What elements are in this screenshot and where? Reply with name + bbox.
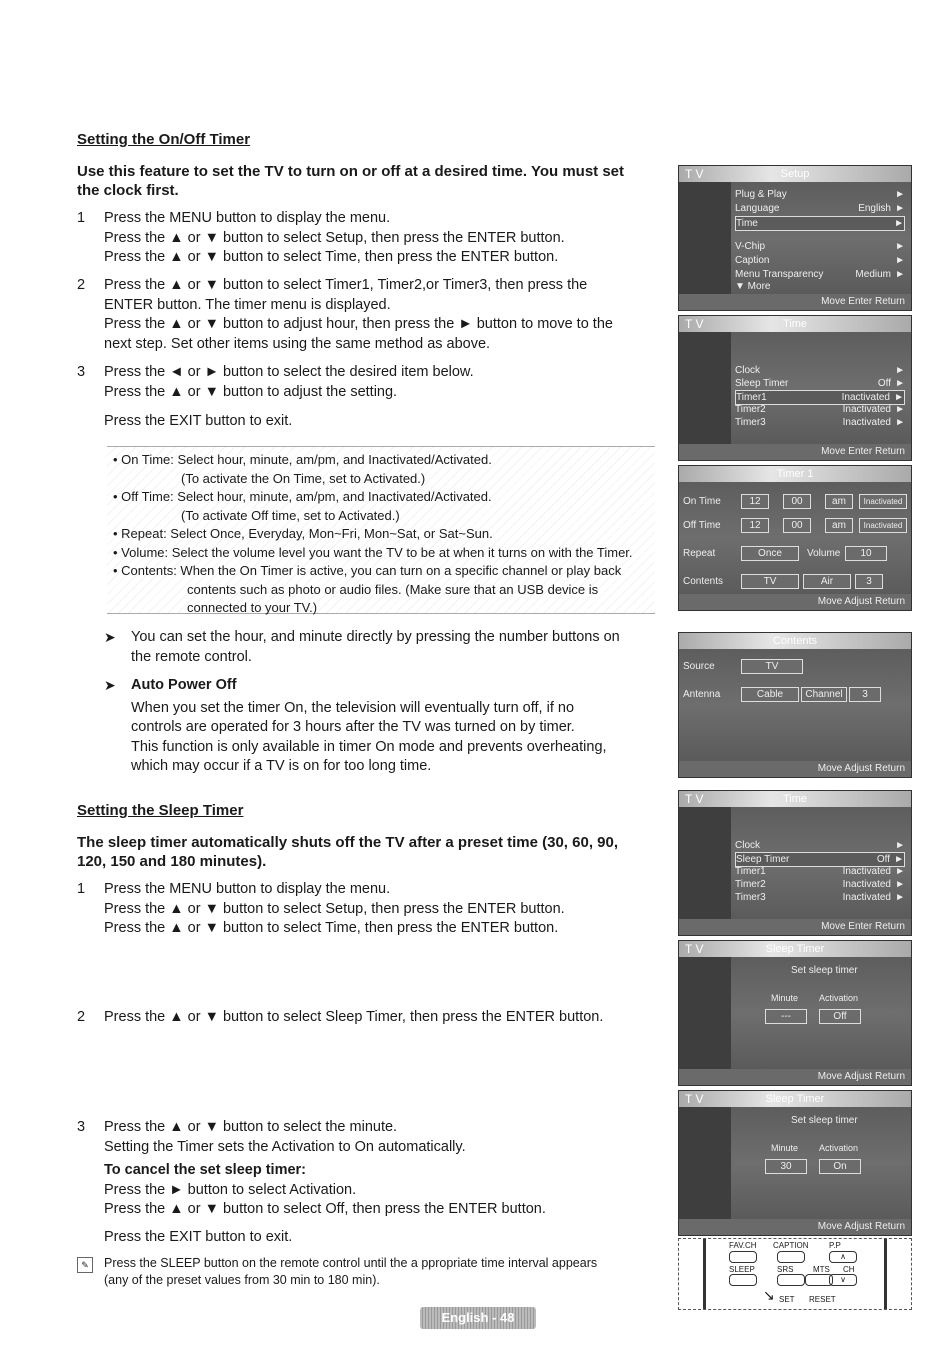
step-line: Press the MENU button to display the menu. [104,881,391,897]
tip-line: You can set the hour, and minute directly by pressing the number buttons on [131,629,620,645]
value-box: Channel [801,687,847,702]
screen-title-bar: T V Time [679,316,911,332]
arrow-icon: ➤ [104,629,116,645]
note-line: • Off Time: Select hour, minute, am/pm, and Inactivated/Activated. [113,489,492,504]
timer-label: Repeat [683,548,716,559]
menu-row: Plug & Play ► [735,189,905,200]
note-line: Press the SLEEP button on the remote control until the a ppropriate time interval appears [104,1256,598,1270]
value-box: am [825,518,853,533]
remote-label: SLEEP [729,1265,755,1274]
sleep-header: Activation [819,1143,859,1153]
menu-row: Clock ► [735,365,905,376]
arrow-icon: ➤ [104,677,116,693]
value-box: 3 [855,574,883,589]
screen-sleep-timer-on [678,1090,912,1236]
sleep-subtitle: Set sleep timer [791,965,858,976]
step-line: Press the ► button to select Activation. [104,1181,357,1198]
value-box: Inactivated [859,494,907,509]
tip-direct-input [104,628,664,667]
remote-label: FAV.CH [729,1241,757,1250]
options-note-box [107,446,655,614]
screen-sidebar [679,1107,731,1219]
screen-timer1 [678,465,912,611]
screen-time-menu-sleep [678,790,912,936]
note-icon: ✎ [77,1257,93,1273]
value-box: Off [819,1009,861,1024]
contents-label: Antenna [683,689,721,700]
menu-row: Language English ► [735,203,905,214]
screen-title-bar: T V Time [679,791,911,807]
step-line: Press the ▲ or ▼ button to select Timer1, Timer2,or Timer3, then press the [104,277,588,293]
screen-sleep-timer-off [678,940,912,1086]
value-box: 30 [765,1159,807,1174]
menu-row: V-Chip ► [735,241,905,252]
page-number-badge: English - 48 [420,1307,536,1329]
step-number: 1 [77,210,86,226]
step-line: Press the ▲ or ▼ button to select Off, then press the ENTER button. [104,1201,546,1217]
screen-sidebar [679,332,731,444]
tip-line: which may occur if a TV is on for too long time. [131,758,432,774]
step-line: next step. Set other items using the same method as above. [104,335,491,352]
tip-line: When you set the timer On, the television will eventually turn off, if no [131,699,575,716]
sleep-note [77,1255,597,1289]
screen-sidebar [679,807,731,919]
screen-contents [678,632,912,778]
step-line: Press the ▲ or ▼ button to select Setup, then press the ENTER button. [104,900,565,917]
menu-row: Caption ► [735,255,905,266]
screen-footer: Move Adjust Return [679,1069,911,1085]
note-line: • Contents: When the On Timer is active, you can turn on a specific channel or play back [113,563,622,578]
step-line: Press the ◄ or ► button to select the desired item below. [104,364,474,380]
timer-label: Off Time [683,520,721,531]
value-box: 00 [783,494,811,509]
step-line: Setting the Timer sets the Activation to On automatically. [104,1138,466,1155]
note-line: connected to your TV.) [187,600,318,615]
value-box: 12 [741,518,769,533]
menu-row-selected: Time ► [736,218,904,229]
cancel-title: To cancel the set sleep timer: [104,1162,306,1178]
screen-title-bar: Timer 1 [679,466,911,482]
menu-row: Menu Transparency Medium ► [735,269,905,280]
srs-button [777,1274,805,1286]
section-title-sleep: Setting the Sleep Timer [77,802,244,819]
value-box: --- [765,1009,807,1024]
screen-sidebar [679,957,731,1069]
remote-label: CAPTION [773,1241,809,1250]
contents-label: Source [683,661,715,672]
fav-ch-button [729,1251,757,1263]
note-line: • On Time: Select hour, minute, am/pm, and Inactivated/Activated. [113,452,492,467]
note-line: • Volume: Select the volume level you want the TV to be at when it turns on with the Timer. [113,544,633,560]
step-line: Press the ▲ or ▼ button to adjust the setting. [104,383,398,400]
timer-label: Volume [807,548,841,559]
screen-title-bar: T V Setup [679,166,911,182]
sleep-header: Minute [771,993,799,1003]
value-box: am [825,494,853,509]
screen-title-bar: T V Sleep Timer [679,1091,911,1107]
section-title-onoff: Setting the On/Off Timer [77,131,251,148]
step-line: ENTER button. The timer menu is displayed. [104,296,391,313]
sleep-header: Minute [771,1143,799,1153]
value-box: 10 [845,546,887,561]
section-lead-sleep: The sleep timer automatically shuts off the TV after a preset time (30, 60, 90, 120, 150 and 180 minutes). [77,834,619,870]
screen-footer: Move Adjust Return [679,761,911,777]
step-number: 3 [77,364,86,380]
sleep-step-3 [77,1118,546,1247]
screen-footer: Move Adjust Return [679,1219,911,1235]
remote-control-illustration [678,1238,912,1310]
tip-title: Auto Power Off [131,677,237,693]
ch-down-button: ∨ [829,1274,857,1286]
ch-up-button: ∧ [829,1251,857,1263]
tip-auto-power-off [104,676,607,777]
remote-label: RESET [809,1295,836,1304]
sleep-header: Activation [819,993,859,1003]
timer-label: Contents [683,576,724,587]
value-box: Air [803,574,851,589]
caption-button [777,1251,805,1263]
screen-footer: Move Enter Return [679,294,911,310]
screen-title-bar: Contents [679,633,911,649]
screen-footer: Move Enter Return [679,919,911,935]
tip-line: the remote control. [131,648,252,665]
value-box: TV [741,574,799,589]
step-1 [77,209,565,268]
step-line: Press the ▲ or ▼ button to select Time, then press the ENTER button. [104,249,559,265]
remote-label: SET [779,1295,795,1304]
menu-row: Timer3 Inactivated ► [735,892,905,903]
timer-label: On Time [683,496,721,507]
value-box: Cable [741,687,799,702]
step-number: 3 [77,1119,86,1135]
value-box: Once [741,546,799,561]
value-box: Inactivated [859,518,907,533]
note-line: (To activate the On Time, set to Activated.) [181,470,426,486]
section-lead-onoff: Use this feature to set the TV to turn on or off at a desired time. You must set the clock first. [77,163,625,199]
note-line: contents such as photo or audio files. (Make sure that an USB device is [187,581,599,597]
menu-row: Timer1 Inactivated ► [735,866,905,877]
remote-label: MTS [813,1265,830,1274]
value-box: TV [741,659,803,674]
step-line: Press the ▲ or ▼ button to select Sleep Timer, then press the ENTER button. [104,1009,604,1025]
menu-row: Clock ► [735,840,905,851]
value-box: 3 [849,687,881,702]
tip-line: This function is only available in timer On mode and prevents overheating, [131,738,607,755]
step-line: Press the EXIT button to exit. [104,1228,293,1245]
value-box: 00 [783,518,811,533]
menu-row: Timer3 Inactivated ► [735,417,905,428]
sleep-subtitle: Set sleep timer [791,1115,858,1126]
remote-label: P.P [829,1241,841,1250]
menu-row-selected: Timer1 Inactivated ► [736,392,904,403]
step-line: Press the ▲ or ▼ button to select the minute. [104,1119,398,1135]
step-3 [77,363,474,402]
step-2 [77,276,613,354]
note-line: (any of the preset values from 30 min to 180 min). [104,1273,380,1287]
menu-row-selected: Sleep Timer Off ► [736,854,904,865]
note-line: • Repeat: Select Once, Everyday, Mon~Fri, Mon~Sat, or Sat~Sun. [113,526,493,541]
step-number: 2 [77,1009,86,1025]
screen-setup-menu [678,165,912,311]
remote-label: CH [843,1265,855,1274]
screen-time-menu [678,315,912,461]
menu-row: ▼ More [735,281,771,292]
step-number: 1 [77,881,86,897]
step-line: Press the ▲ or ▼ button to select Time, then press the ENTER button. [104,920,559,936]
tip-line: controls are operated for 3 hours after the TV was turned on by timer. [131,719,575,735]
exit-line: Press the EXIT button to exit. [104,413,293,429]
menu-row: Sleep Timer Off ► [735,378,905,389]
note-line: (To activate Off time, set to Activated.) [181,507,400,523]
value-box: 12 [741,494,769,509]
menu-row: Timer2 Inactivated ► [735,879,905,890]
sleep-step-1 [77,880,565,939]
screen-footer: Move Enter Return [679,444,911,460]
pointer-arrow-icon: ↘ [763,1287,775,1303]
step-line: Press the ▲ or ▼ button to select Setup, then press the ENTER button. [104,229,565,246]
screen-title-bar: T V Sleep Timer [679,941,911,957]
sleep-button [729,1274,757,1286]
value-box: On [819,1159,861,1174]
step-number: 2 [77,277,86,293]
sleep-step-2 [77,1008,604,1028]
step-line: Press the ▲ or ▼ button to adjust hour, then press the ► button to move to the [104,316,613,332]
screen-footer: Move Adjust Return [679,594,911,610]
remote-label: SRS [777,1265,794,1274]
screen-sidebar [679,182,731,294]
step-line: Press the MENU button to display the menu. [104,210,391,226]
menu-row: Timer2 Inactivated ► [735,404,905,415]
